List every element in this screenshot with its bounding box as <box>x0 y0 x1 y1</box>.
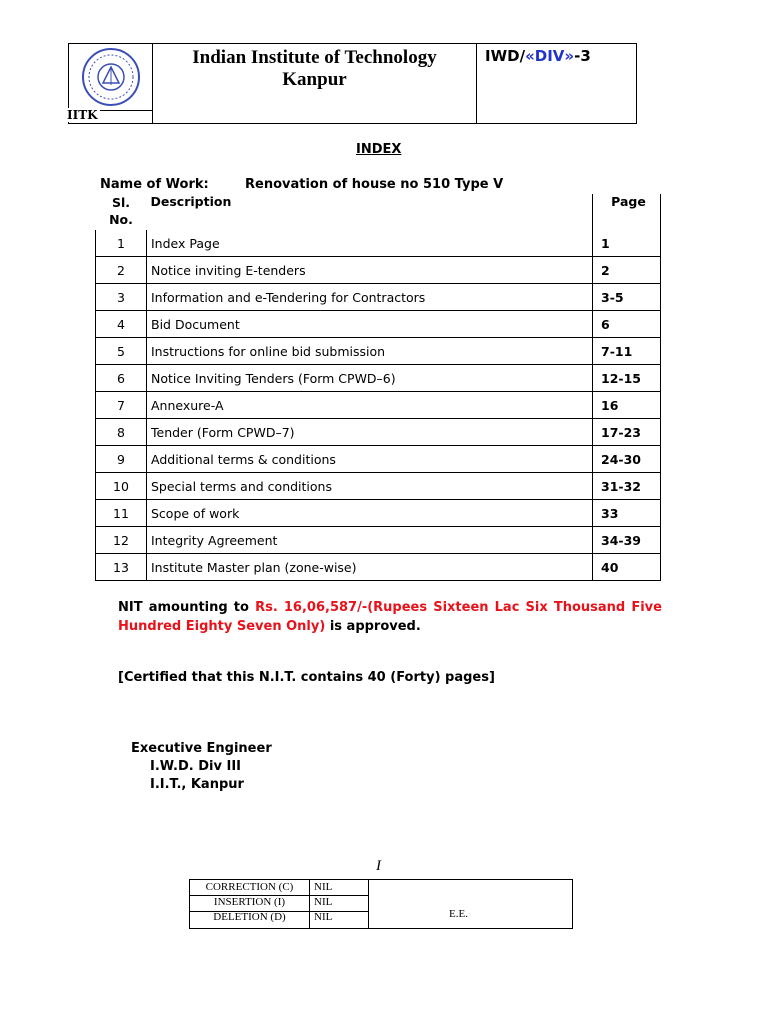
document-header <box>68 43 637 124</box>
row-page: 3-5 <box>593 284 661 311</box>
row-description: Index Page <box>147 230 593 257</box>
row-sl-no: 8 <box>96 419 147 446</box>
row-page: 24-30 <box>593 446 661 473</box>
row-sl-no: 2 <box>96 257 147 284</box>
row-sl-no: 13 <box>96 554 147 581</box>
deletion-value: NIL <box>314 911 333 923</box>
row-sl-no: 6 <box>96 365 147 392</box>
row-page: 12-15 <box>593 365 661 392</box>
header-page: Page <box>593 194 661 230</box>
table-row <box>96 473 661 500</box>
row-page: 31-32 <box>593 473 661 500</box>
table-row <box>96 392 661 419</box>
signatory-division: I.W.D. Div III <box>150 759 242 774</box>
certification-text: [Certified that this N.I.T. contains 40 (Forty) pages] <box>118 670 495 685</box>
row-description: Institute Master plan (zone-wise) <box>147 554 593 581</box>
document-code: IWD/«DIV»-3 <box>485 47 591 65</box>
row-description: Information and e-Tendering for Contractors <box>147 284 593 311</box>
table-row <box>96 311 661 338</box>
row-description: Bid Document <box>147 311 593 338</box>
correction-label: CORRECTION (C) <box>205 881 294 893</box>
iitk-logo-icon <box>81 47 141 107</box>
row-description: Notice Inviting Tenders (Form CPWD–6) <box>147 365 593 392</box>
table-row <box>96 446 661 473</box>
row-page: 16 <box>593 392 661 419</box>
row-sl-no: 7 <box>96 392 147 419</box>
row-page: 2 <box>593 257 661 284</box>
row-description: Instructions for online bid submission <box>147 338 593 365</box>
table-row <box>96 284 661 311</box>
row-page: 17-23 <box>593 419 661 446</box>
row-description: Additional terms & conditions <box>147 446 593 473</box>
row-page: 34-39 <box>593 527 661 554</box>
correction-value: NIL <box>314 881 333 893</box>
row-sl-no: 5 <box>96 338 147 365</box>
insertion-label: INSERTION (I) <box>213 896 286 908</box>
row-sl-no: 1 <box>96 230 147 257</box>
row-description: Tender (Form CPWD–7) <box>147 419 593 446</box>
header-sl-no: Sl. No. <box>109 195 133 227</box>
row-page: 40 <box>593 554 661 581</box>
row-page: 1 <box>593 230 661 257</box>
correction-mark: I <box>376 858 381 874</box>
table-row <box>96 554 661 581</box>
table-row <box>96 257 661 284</box>
row-description: Special terms and conditions <box>147 473 593 500</box>
row-sl-no: 3 <box>96 284 147 311</box>
name-of-work-label: Name of Work: <box>100 177 209 192</box>
row-sl-no: 9 <box>96 446 147 473</box>
logo-caption: IITK <box>67 108 98 122</box>
insertion-value: NIL <box>314 896 333 908</box>
table-row <box>96 500 661 527</box>
signatory-institute: I.I.T., Kanpur <box>150 777 244 792</box>
row-sl-no: 10 <box>96 473 147 500</box>
row-sl-no: 11 <box>96 500 147 527</box>
row-page: 33 <box>593 500 661 527</box>
row-page: 7-11 <box>593 338 661 365</box>
signatory-block <box>131 740 272 794</box>
row-page: 6 <box>593 311 661 338</box>
row-sl-no: 4 <box>96 311 147 338</box>
index-table <box>95 194 661 581</box>
row-sl-no: 12 <box>96 527 147 554</box>
div-merge-field: «DIV» <box>525 47 575 65</box>
ee-signature: E.E. <box>449 908 468 920</box>
header-description: Description <box>147 194 593 230</box>
table-row <box>96 365 661 392</box>
table-row <box>96 230 661 257</box>
table-header-row <box>96 194 661 230</box>
row-description: Annexure-A <box>147 392 593 419</box>
row-description: Integrity Agreement <box>147 527 593 554</box>
deletion-label: DELETION (D) <box>213 911 286 923</box>
nit-amount: Rs. 16,06,587/-(Rupees Sixteen Lac Six Thousand Five Hundred Eighty Seven Only) <box>118 600 662 634</box>
row-description: Notice inviting E-tenders <box>147 257 593 284</box>
correction-table <box>189 879 573 929</box>
index-title: INDEX <box>356 142 402 157</box>
nit-approval-text: NIT amounting to Rs. 16,06,587/-(Rupees Sixteen Lac Six Thousand Five Hundred Eighty Seven Only) is approved. <box>118 600 662 634</box>
table-row <box>96 527 661 554</box>
row-description: Scope of work <box>147 500 593 527</box>
signatory-title: Executive Engineer <box>131 741 272 756</box>
logo-cell <box>69 44 153 123</box>
table-row <box>96 419 661 446</box>
institute-name: Indian Institute of Technology Kanpur <box>153 44 477 123</box>
name-of-work-value: Renovation of house no 510 Type V <box>245 177 504 192</box>
table-row <box>96 338 661 365</box>
